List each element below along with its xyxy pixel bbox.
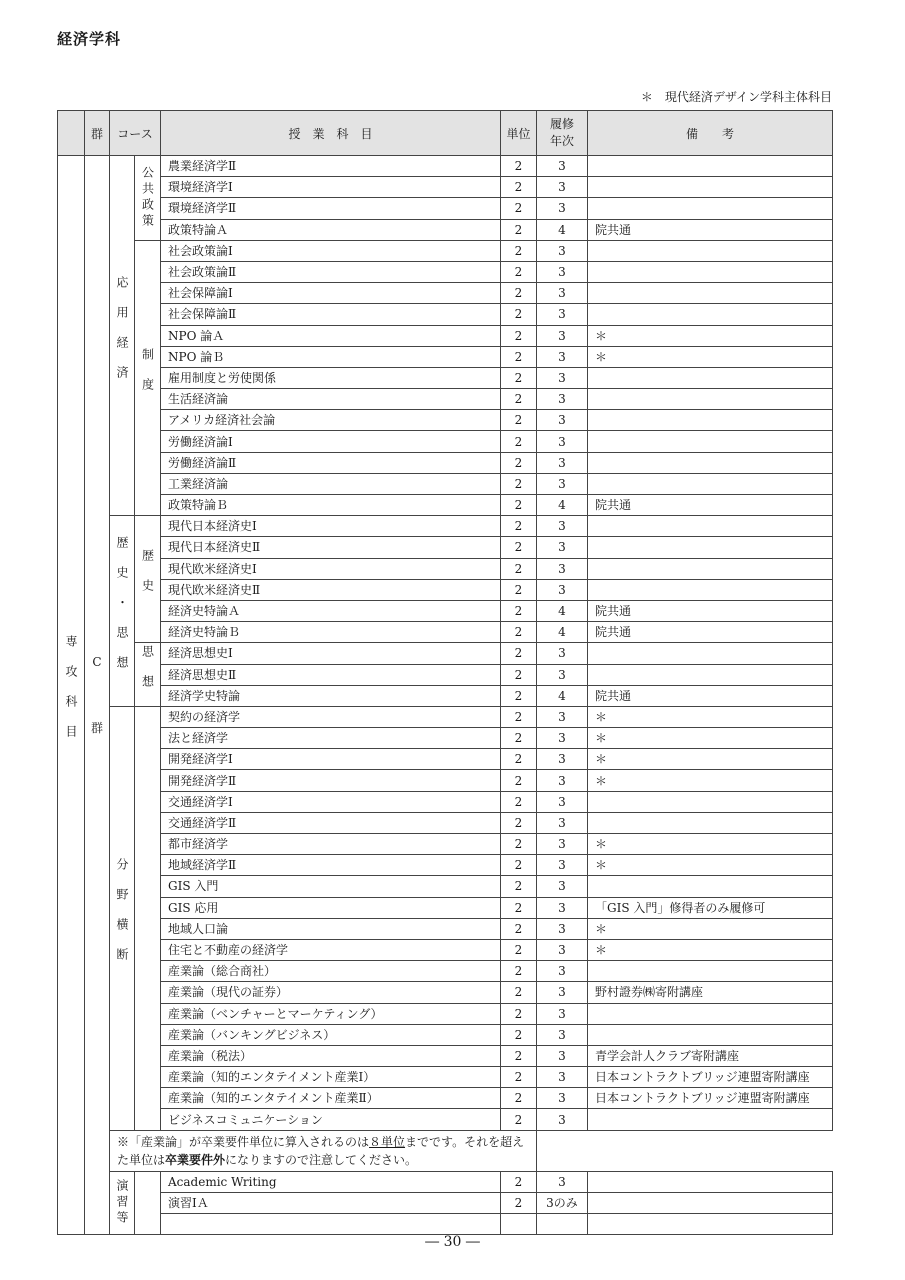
year-value: 3 <box>537 706 588 727</box>
units-value: 2 <box>501 516 537 537</box>
group-gun-label: 群 <box>90 721 103 736</box>
table-row <box>58 431 833 452</box>
remarks-value <box>588 452 833 473</box>
course-oyo: 応用経済 <box>110 156 135 516</box>
table-row <box>58 1088 833 1109</box>
table-row <box>58 367 833 388</box>
remarks-value <box>588 1171 833 1192</box>
remarks-value <box>588 431 833 452</box>
remarks-value: 野村證券㈱寄附講座 <box>588 982 833 1003</box>
units-value <box>501 1214 537 1235</box>
remarks-value <box>588 537 833 558</box>
units-value: 2 <box>501 939 537 960</box>
table-row <box>58 261 833 282</box>
remarks-value <box>588 664 833 685</box>
table-row <box>58 219 833 240</box>
subject-name: 環境経済学Ⅱ <box>161 198 501 219</box>
remarks-value: ＊ <box>588 346 833 367</box>
units-value: 2 <box>501 643 537 664</box>
units-value: 2 <box>501 1003 537 1024</box>
year-value: 3 <box>537 939 588 960</box>
remarks-value <box>588 410 833 431</box>
units-value: 2 <box>501 325 537 346</box>
subject-name: NPO 論Ａ <box>161 325 501 346</box>
footnote-bold: 卒業要件外 <box>165 1152 226 1167</box>
units-value: 2 <box>501 410 537 431</box>
table-row <box>58 1024 833 1045</box>
remarks-value: ＊ <box>588 834 833 855</box>
year-value: 3 <box>537 579 588 600</box>
remarks-value: ＊ <box>588 749 833 770</box>
year-value: 3 <box>537 452 588 473</box>
remarks-value: 日本コントラクトブリッジ連盟寄附講座 <box>588 1088 833 1109</box>
units-value: 2 <box>501 982 537 1003</box>
remarks-value <box>588 198 833 219</box>
subject-name: GIS 入門 <box>161 876 501 897</box>
footnote-underline: ８単位 <box>369 1134 406 1149</box>
subject-name: ビジネスコミュニケーション <box>161 1109 501 1130</box>
subject-name: 契約の経済学 <box>161 706 501 727</box>
table-row <box>58 156 833 177</box>
subject-name: 労働経済論Ⅱ <box>161 452 501 473</box>
remarks-value <box>588 177 833 198</box>
table-row <box>58 770 833 791</box>
remarks-value: 院共通 <box>588 685 833 706</box>
sub-course-blank <box>135 1171 161 1235</box>
remarks-value: 日本コントラクトブリッジ連盟寄附講座 <box>588 1067 833 1088</box>
year-value: 3 <box>537 791 588 812</box>
remarks-value: 院共通 <box>588 495 833 516</box>
subject-name: 経済思想史Ⅰ <box>161 643 501 664</box>
units-value: 2 <box>501 473 537 494</box>
header-group: 群 <box>85 111 110 156</box>
subject-name: 労働経済論Ⅰ <box>161 431 501 452</box>
page-title: 経済学科 <box>57 30 122 48</box>
remarks-value: ＊ <box>588 939 833 960</box>
year-value: 3 <box>537 897 588 918</box>
remarks-value: 青学会計人クラブ寄附講座 <box>588 1045 833 1066</box>
remarks-value <box>588 389 833 410</box>
table-row <box>58 452 833 473</box>
year-value <box>537 1214 588 1235</box>
year-value: 3 <box>537 1088 588 1109</box>
course-bunya: 分野横断 <box>110 706 135 1130</box>
units-value: 2 <box>501 389 537 410</box>
table-row <box>58 706 833 727</box>
table-row <box>58 1171 833 1192</box>
units-value: 2 <box>501 261 537 282</box>
subject-name: 経済史特論Ｂ <box>161 622 501 643</box>
sub-course-shiso: 思想 <box>135 643 161 707</box>
table-row <box>58 918 833 939</box>
remarks-value: ＊ <box>588 770 833 791</box>
remarks-value <box>588 261 833 282</box>
table-row <box>58 876 833 897</box>
subject-name: Academic Writing <box>161 1171 501 1192</box>
remarks-value <box>588 791 833 812</box>
units-value: 2 <box>501 367 537 388</box>
subject-name: 現代日本経済史Ⅰ <box>161 516 501 537</box>
units-value: 2 <box>501 622 537 643</box>
units-value: 2 <box>501 770 537 791</box>
subject-name: 経済思想史Ⅱ <box>161 664 501 685</box>
footnote-row <box>58 1130 833 1171</box>
header-course: コース <box>110 111 161 156</box>
year-value: 3のみ <box>537 1192 588 1213</box>
year-value: 3 <box>537 516 588 537</box>
year-value: 3 <box>537 304 588 325</box>
year-value: 3 <box>537 473 588 494</box>
year-value: 3 <box>537 410 588 431</box>
category-senko: 専攻科目 <box>58 156 85 1235</box>
footnote-text-3: になりますので注意してください。 <box>225 1152 418 1167</box>
footnote-cell <box>110 1130 537 1171</box>
header-subject: 授 業 科 目 <box>161 111 501 156</box>
year-value: 3 <box>537 728 588 749</box>
table-row <box>58 410 833 431</box>
units-value: 2 <box>501 1109 537 1130</box>
units-value: 2 <box>501 346 537 367</box>
table-row <box>58 1214 833 1235</box>
subject-name: 産業論（知的エンタテイメント産業Ⅰ） <box>161 1067 501 1088</box>
footnote-text-2: までです。それを超えた単位は <box>117 1134 525 1167</box>
remarks-value <box>588 876 833 897</box>
table-row <box>58 643 833 664</box>
sub-course-kokyo: 公共政策 <box>135 156 161 241</box>
sub-course-blank <box>135 706 161 1130</box>
table-row <box>58 664 833 685</box>
year-value: 3 <box>537 961 588 982</box>
year-value: 3 <box>537 177 588 198</box>
year-value: 4 <box>537 685 588 706</box>
year-value: 3 <box>537 261 588 282</box>
table-row <box>58 1003 833 1024</box>
table-row <box>58 855 833 876</box>
table-row <box>58 749 833 770</box>
remarks-value: 院共通 <box>588 219 833 240</box>
subject-name: 産業論（知的エンタテイメント産業Ⅱ） <box>161 1088 501 1109</box>
subject-name: 地域人口論 <box>161 918 501 939</box>
table-row <box>58 198 833 219</box>
year-value: 3 <box>537 982 588 1003</box>
subject-name: 雇用制度と労使関係 <box>161 367 501 388</box>
units-value: 2 <box>501 664 537 685</box>
year-value: 3 <box>537 431 588 452</box>
sub-course-seido: 制度 <box>135 240 161 515</box>
remarks-value: ＊ <box>588 325 833 346</box>
remarks-value <box>588 156 833 177</box>
units-value: 2 <box>501 685 537 706</box>
units-value: 2 <box>501 1088 537 1109</box>
year-value: 4 <box>537 600 588 621</box>
units-value: 2 <box>501 495 537 516</box>
remarks-value <box>588 240 833 261</box>
remarks-value <box>588 812 833 833</box>
table-row <box>58 791 833 812</box>
table-row <box>58 1067 833 1088</box>
remarks-value: ＊ <box>588 918 833 939</box>
year-value: 4 <box>537 219 588 240</box>
subject-name: 農業経済学Ⅱ <box>161 156 501 177</box>
subject-name: 産業論（総合商社） <box>161 961 501 982</box>
remarks-value <box>588 473 833 494</box>
table-row <box>58 346 833 367</box>
year-value: 3 <box>537 834 588 855</box>
subject-name: 現代日本経済史Ⅱ <box>161 537 501 558</box>
year-value: 3 <box>537 240 588 261</box>
remarks-value: ＊ <box>588 706 833 727</box>
subject-name: 開発経済学Ⅱ <box>161 770 501 791</box>
subject-name: NPO 論Ｂ <box>161 346 501 367</box>
subject-name: 社会政策論Ⅰ <box>161 240 501 261</box>
subject-name: アメリカ経済社会論 <box>161 410 501 431</box>
units-value: 2 <box>501 177 537 198</box>
table-row <box>58 240 833 261</box>
units-value: 2 <box>501 304 537 325</box>
table-row <box>58 516 833 537</box>
units-value: 2 <box>501 1024 537 1045</box>
remarks-value: ＊ <box>588 728 833 749</box>
year-value: 3 <box>537 346 588 367</box>
year-value: 3 <box>537 1109 588 1130</box>
header-year: 履修 年次 <box>537 111 588 156</box>
table-row <box>58 177 833 198</box>
legend-note: ＊ 現代経済デザイン学科主体科目 <box>640 90 832 104</box>
subject-name: 政策特論Ａ <box>161 219 501 240</box>
remarks-value: 院共通 <box>588 600 833 621</box>
table-row <box>58 389 833 410</box>
units-value: 2 <box>501 1067 537 1088</box>
units-value: 2 <box>501 834 537 855</box>
table-row <box>58 537 833 558</box>
table-row <box>58 558 833 579</box>
table-row <box>58 961 833 982</box>
units-value: 2 <box>501 283 537 304</box>
year-value: 3 <box>537 198 588 219</box>
subject-name: 政策特論Ｂ <box>161 495 501 516</box>
remarks-value <box>588 579 833 600</box>
header-blank <box>58 111 85 156</box>
table-row <box>58 579 833 600</box>
year-value: 3 <box>537 1003 588 1024</box>
subject-name: 生活経済論 <box>161 389 501 410</box>
subject-name: 現代欧米経済史Ⅱ <box>161 579 501 600</box>
footnote-text-1: ※「産業論」が卒業要件単位に算入されるのは <box>117 1134 370 1149</box>
table-row <box>58 622 833 643</box>
subject-name: 産業論（バンキングビジネス） <box>161 1024 501 1045</box>
remarks-value <box>588 1024 833 1045</box>
table-row <box>58 812 833 833</box>
units-value: 2 <box>501 198 537 219</box>
year-value: 3 <box>537 770 588 791</box>
subject-name: GIS 応用 <box>161 897 501 918</box>
remarks-value <box>588 367 833 388</box>
units-value: 2 <box>501 728 537 749</box>
remarks-value <box>588 558 833 579</box>
subject-name: 産業論（ベンチャーとマーケティング） <box>161 1003 501 1024</box>
table-row <box>58 685 833 706</box>
units-value: 2 <box>501 600 537 621</box>
table-row <box>58 897 833 918</box>
year-value: 3 <box>537 812 588 833</box>
subject-name: 産業論（税法） <box>161 1045 501 1066</box>
year-value: 3 <box>537 749 588 770</box>
remarks-value <box>588 961 833 982</box>
units-value: 2 <box>501 558 537 579</box>
year-value: 3 <box>537 1045 588 1066</box>
subject-name: 工業経済論 <box>161 473 501 494</box>
table-row <box>58 1045 833 1066</box>
year-value: 3 <box>537 325 588 346</box>
header-row <box>58 111 833 156</box>
year-value: 3 <box>537 1024 588 1045</box>
units-value: 2 <box>501 579 537 600</box>
subject-name: 都市経済学 <box>161 834 501 855</box>
year-value: 3 <box>537 664 588 685</box>
year-value: 3 <box>537 367 588 388</box>
units-value: 2 <box>501 156 537 177</box>
subject-name: 開発経済学Ⅰ <box>161 749 501 770</box>
remarks-value <box>588 1214 833 1235</box>
table-row <box>58 834 833 855</box>
year-value: 3 <box>537 918 588 939</box>
year-value: 3 <box>537 537 588 558</box>
units-value: 2 <box>501 1045 537 1066</box>
subject-name: 交通経済学Ⅰ <box>161 791 501 812</box>
subject-name: 地域経済学Ⅱ <box>161 855 501 876</box>
units-value: 2 <box>501 897 537 918</box>
remarks-value <box>588 304 833 325</box>
curriculum-table <box>57 110 833 1235</box>
page-number: ― 30 ― <box>425 1234 480 1250</box>
subject-name: 現代欧米経済史Ⅰ <box>161 558 501 579</box>
year-value: 3 <box>537 1067 588 1088</box>
units-value: 2 <box>501 749 537 770</box>
remarks-value: ＊ <box>588 855 833 876</box>
year-value: 3 <box>537 855 588 876</box>
table-row <box>58 1192 833 1213</box>
year-value: 3 <box>537 156 588 177</box>
units-value: 2 <box>501 1171 537 1192</box>
units-value: 2 <box>501 918 537 939</box>
sub-course-rekishi: 歴史 <box>135 516 161 643</box>
units-value: 2 <box>501 791 537 812</box>
course-rekishi_shiso: 歴史・思想 <box>110 516 135 707</box>
table-row <box>58 982 833 1003</box>
units-value: 2 <box>501 961 537 982</box>
table-row <box>58 1109 833 1130</box>
year-value: 3 <box>537 389 588 410</box>
subject-name: 環境経済学Ⅰ <box>161 177 501 198</box>
units-value: 2 <box>501 240 537 261</box>
subject-name: 経済史特論Ａ <box>161 600 501 621</box>
group-c <box>85 156 110 1235</box>
course-enshu: 演習等 <box>110 1171 135 1235</box>
year-value: 4 <box>537 495 588 516</box>
table-row <box>58 939 833 960</box>
remarks-value: 院共通 <box>588 622 833 643</box>
units-value: 2 <box>501 706 537 727</box>
table-row <box>58 473 833 494</box>
subject-name: 住宅と不動産の経済学 <box>161 939 501 960</box>
units-value: 2 <box>501 812 537 833</box>
table-row <box>58 325 833 346</box>
header-remarks: 備 考 <box>588 111 833 156</box>
table-row <box>58 304 833 325</box>
group-c-letter: C <box>92 655 102 670</box>
subject-name: 社会政策論Ⅱ <box>161 261 501 282</box>
subject-name: 交通経済学Ⅱ <box>161 812 501 833</box>
table-row <box>58 283 833 304</box>
year-value: 3 <box>537 283 588 304</box>
subject-name: 社会保障論Ⅰ <box>161 283 501 304</box>
remarks-value <box>588 643 833 664</box>
subject-name: 演習ⅠＡ <box>161 1192 501 1213</box>
units-value: 2 <box>501 1192 537 1213</box>
header-units: 単位 <box>501 111 537 156</box>
year-value: 3 <box>537 1171 588 1192</box>
year-value: 3 <box>537 558 588 579</box>
subject-name: 法と経済学 <box>161 728 501 749</box>
subject-name: 社会保障論Ⅱ <box>161 304 501 325</box>
units-value: 2 <box>501 537 537 558</box>
year-value: 3 <box>537 876 588 897</box>
year-value: 3 <box>537 643 588 664</box>
table-row <box>58 728 833 749</box>
units-value: 2 <box>501 452 537 473</box>
remarks-value <box>588 1109 833 1130</box>
units-value: 2 <box>501 855 537 876</box>
remarks-value <box>588 1192 833 1213</box>
subject-name <box>161 1214 501 1235</box>
remarks-value <box>588 283 833 304</box>
table-row <box>58 600 833 621</box>
units-value: 2 <box>501 876 537 897</box>
year-value: 4 <box>537 622 588 643</box>
remarks-value: 「GIS 入門」修得者のみ履修可 <box>588 897 833 918</box>
subject-name: 産業論（現代の証券） <box>161 982 501 1003</box>
remarks-value <box>588 1003 833 1024</box>
table-row <box>58 495 833 516</box>
remarks-value <box>588 516 833 537</box>
units-value: 2 <box>501 219 537 240</box>
subject-name: 経済学史特論 <box>161 685 501 706</box>
units-value: 2 <box>501 431 537 452</box>
